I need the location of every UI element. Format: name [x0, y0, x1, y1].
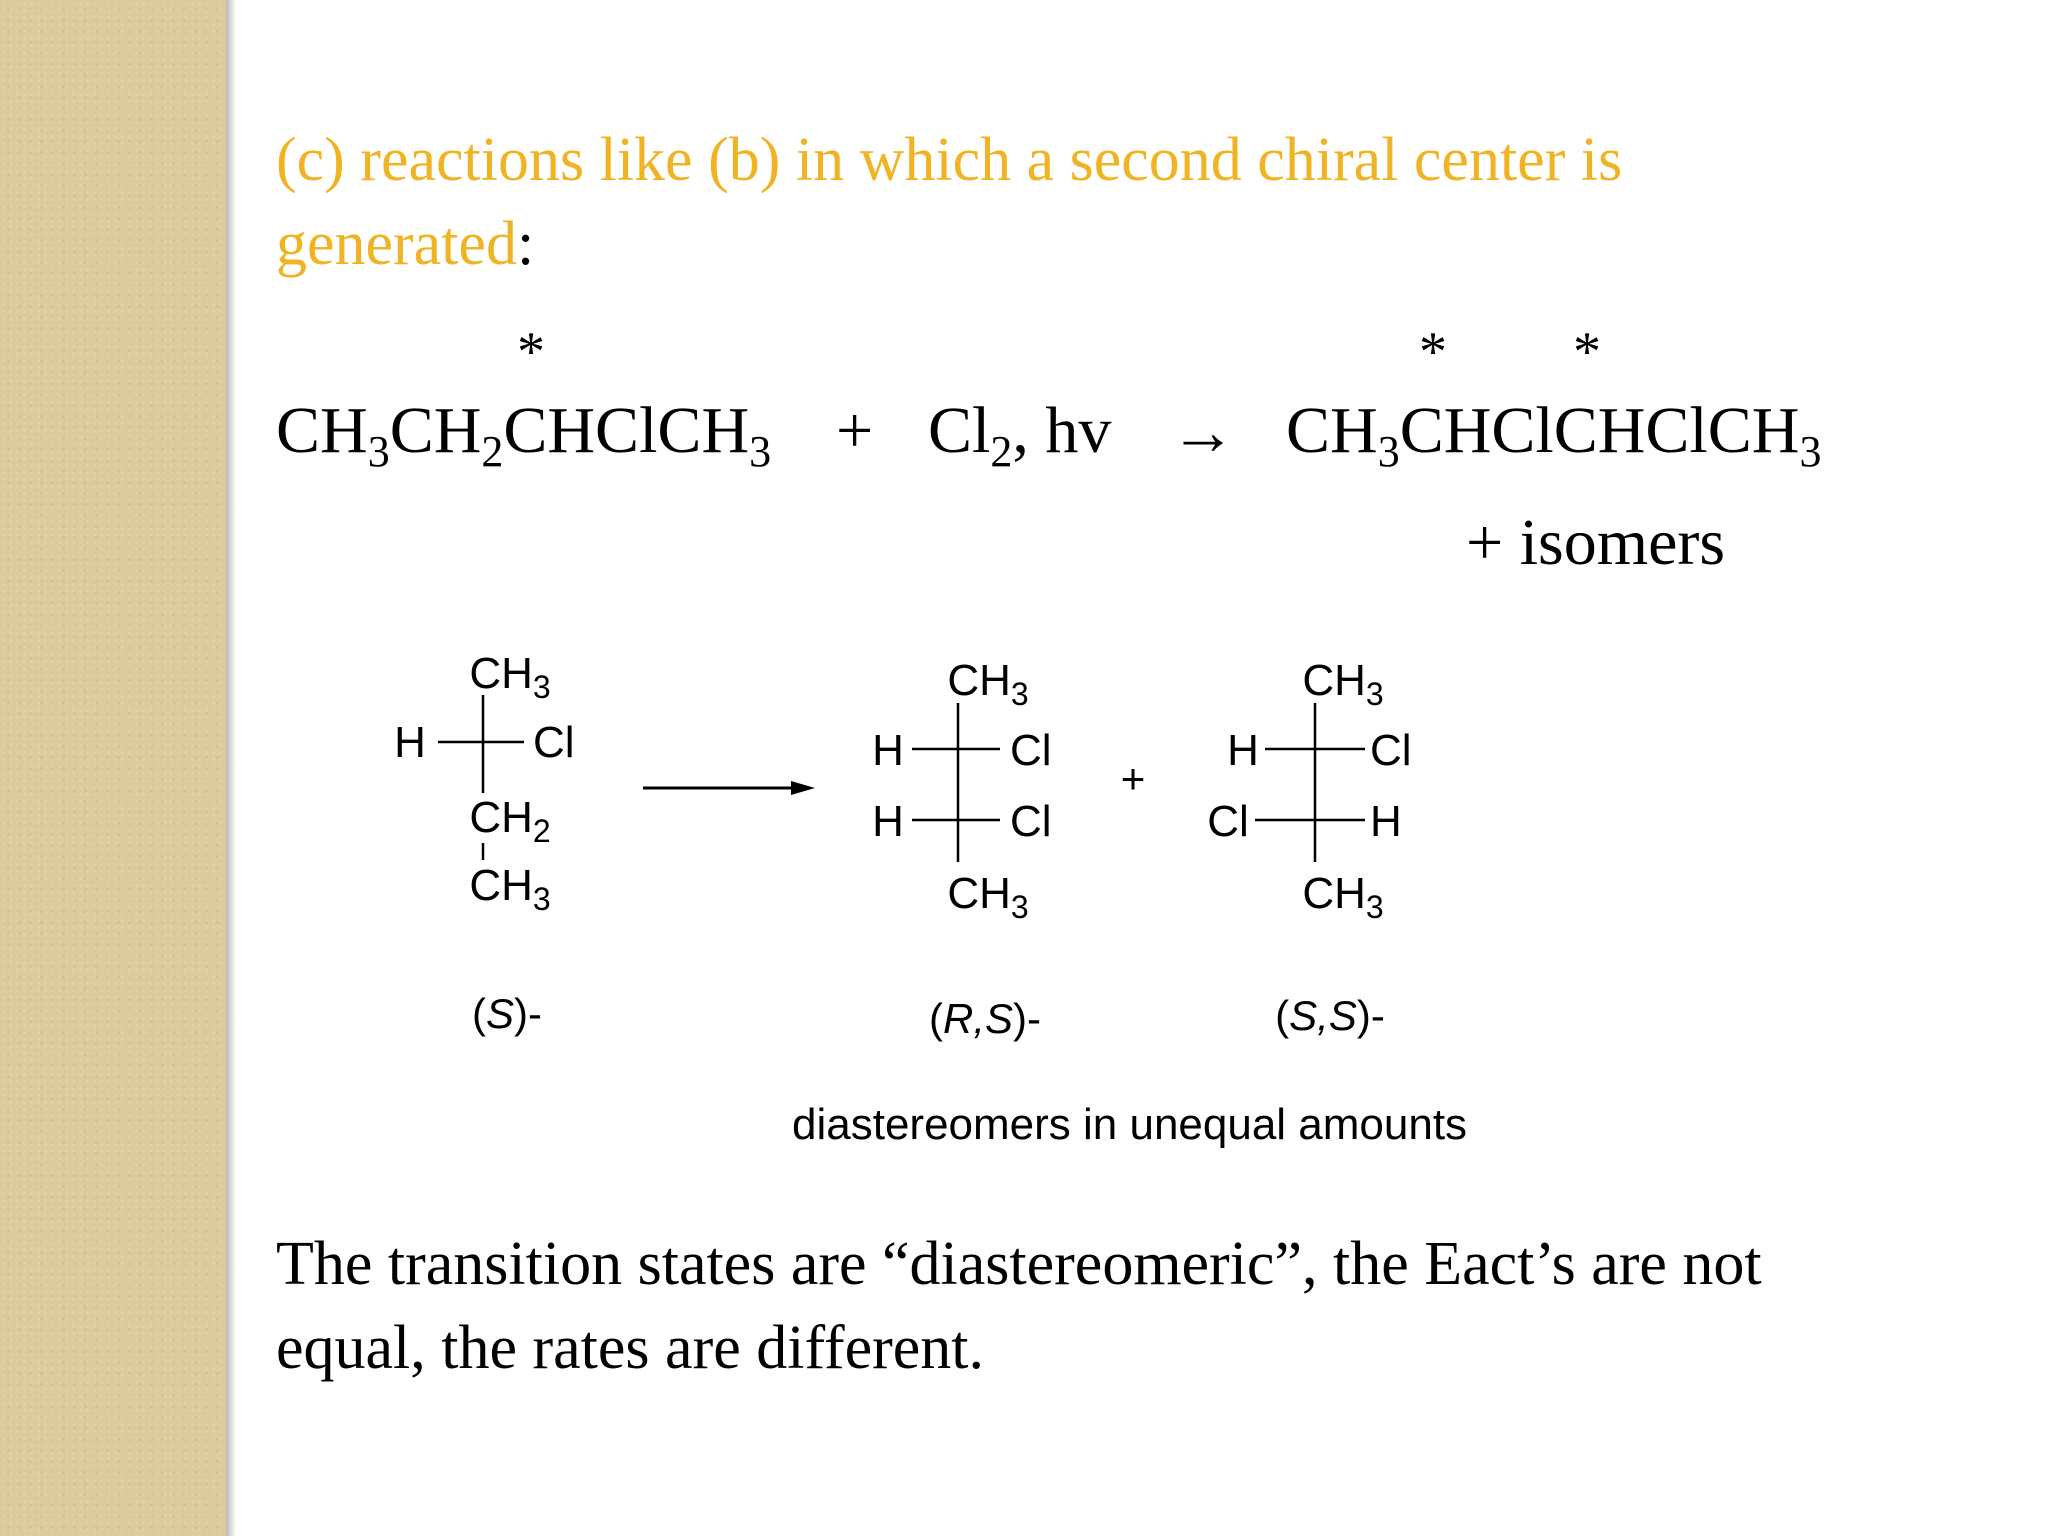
heading-text: (c) reactions like (b) in which a second chiral center is generated: [276, 126, 1623, 278]
start-bottom-group: $CH_3$: [469, 861, 551, 917]
rs-top-group: $CH_3$: [947, 656, 1029, 712]
ss-left-1: H: [1227, 726, 1259, 775]
rs-left-2: H: [872, 797, 904, 846]
diastereomers-caption: diastereomers in unequal amounts: [792, 1100, 1468, 1149]
rs-stereo-label: (R,S)-: [929, 995, 1041, 1042]
heading-colon: :: [516, 210, 535, 278]
ss-left-2: Cl: [1207, 797, 1249, 846]
start-left-group: H: [394, 718, 426, 767]
start-top-group: $CH_3$: [469, 649, 551, 705]
rs-left-1: H: [872, 726, 904, 775]
chiral-marker-product-2: *: [1573, 321, 1601, 383]
conclusion-text: The transition states are “diastereomeric”, the Eact’s are not equal, the rates are different.: [276, 1230, 1762, 1382]
rs-bottom-group: $CH_3$: [947, 869, 1029, 925]
product-formula: $CH_3CHClCHClCH_3$: [1286, 394, 1822, 476]
chiral-marker-reactant: *: [517, 321, 545, 383]
ss-bottom-group: $CH_3$: [1302, 869, 1384, 925]
reagent-formula: $Cl_2$, hv: [928, 394, 1112, 476]
reaction-arrow-figure: [643, 781, 815, 795]
start-right-group: Cl: [533, 718, 575, 767]
ss-top-group: $CH_3$: [1302, 656, 1384, 712]
start-middle-group: $CH_2$: [469, 793, 551, 849]
reactant-formula: $CH_3CH_2CHClCH_3$: [276, 394, 772, 476]
ss-stereo-label: (S,S)-: [1275, 992, 1385, 1039]
isomers-note: + isomers: [1466, 506, 1726, 579]
fischer-rs-product: [872, 656, 1051, 1042]
fischer-start: [394, 649, 574, 1037]
ss-right-2: H: [1370, 797, 1402, 846]
equation-plus: +: [836, 394, 874, 467]
fischer-ss-product: [1207, 656, 1411, 1039]
chiral-marker-product-1: *: [1419, 321, 1447, 383]
ss-right-1: Cl: [1370, 726, 1412, 775]
start-stereo-label: (S)-: [472, 990, 542, 1037]
reaction-arrow: →: [1170, 394, 1236, 468]
products-plus: +: [1120, 755, 1146, 802]
rs-right-2: Cl: [1010, 797, 1052, 846]
rs-right-1: Cl: [1010, 726, 1052, 775]
